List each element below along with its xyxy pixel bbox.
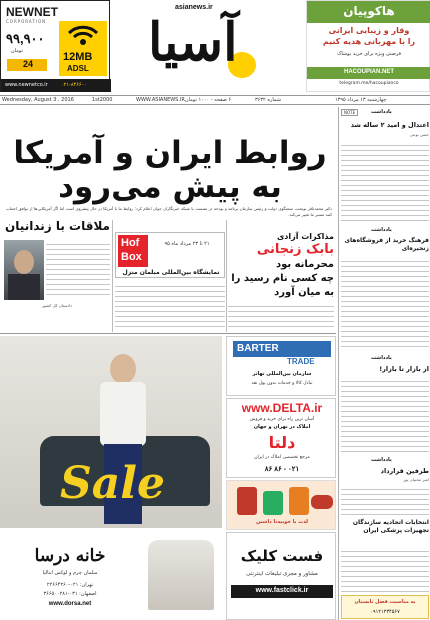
- hacoupian-ad[interactable]: [306, 0, 430, 92]
- newnet-price-unit: تومان: [11, 48, 23, 54]
- sidebar-item-title: از بازار تا بازار!: [379, 365, 429, 373]
- zanjani-subhead2: به میان آورد: [274, 287, 334, 298]
- hacoupian-brand: هاکوپیان: [343, 4, 395, 18]
- barter-ad[interactable]: [226, 336, 336, 396]
- khaneh-site[interactable]: www.dorsa.net: [48, 601, 92, 607]
- fastclick-ad[interactable]: [226, 532, 336, 620]
- barter-tag: سازمان بین‌المللی تهاتر: [252, 371, 312, 377]
- main-headline-line1[interactable]: روابط ایران و آمریکا: [13, 135, 327, 171]
- fastclick-title: فست کلیک: [240, 547, 324, 565]
- sidebar-item-title: طرفین قرارداد: [380, 467, 429, 475]
- fastclick-sub: مشاور و مجری تبلیغات اینترنتی: [246, 571, 318, 577]
- hofbox-dates: ۲۱ تا ۲۳ مرداد ماه ۹۵: [164, 241, 210, 247]
- hacoupian-site[interactable]: HACOUPIAN.NET: [343, 69, 394, 75]
- sidebar-item-title: انتخابات اتحادیه سازندگان تجهیزات پزشکی ایران: [352, 519, 429, 534]
- newnet-days: 24: [23, 59, 34, 69]
- sidebar-item-title: فرهنگ خرید از فروشگاه‌های زنجیره‌ای: [344, 237, 429, 252]
- prisoners-photo: [4, 240, 44, 300]
- sidebar-item-1[interactable]: [341, 109, 429, 224]
- sidebar-note-label: NOTE: [341, 109, 358, 116]
- delta-logo: دلتا: [268, 433, 296, 452]
- hofbox-ad[interactable]: [115, 232, 225, 278]
- prisoners-caption: دادستان کل کشور: [41, 303, 73, 308]
- newnet-ad[interactable]: [0, 0, 110, 92]
- newnet-speed-unit: ADSL: [67, 64, 89, 73]
- sidebar: [338, 107, 430, 620]
- khaneh-phone2: اصفهان: ۰۳۱-۳۶۶۵۰۰۲۸۱: [43, 591, 97, 597]
- food-product-3: [289, 487, 309, 515]
- fastclick-site[interactable]: www.fastclick.ir: [255, 587, 309, 594]
- price-line: ۶ صفحه - ۱۰۰۰ تومان: [185, 97, 232, 103]
- sidebar-label: یادداشت: [371, 227, 392, 233]
- newnet-url[interactable]: www.newnetco.ir: [5, 82, 48, 88]
- khaneh-ad[interactable]: [0, 530, 222, 620]
- hofbox-logo1: Hof: [121, 237, 140, 249]
- food-ad[interactable]: [226, 480, 336, 530]
- zanjani-headline: محرمانه بود: [275, 259, 334, 270]
- sale-word: Sale: [60, 458, 165, 509]
- barter-trade: TRADE: [287, 357, 315, 366]
- sidebar-item-author: حسن نوعی: [409, 132, 429, 137]
- food-product: [237, 487, 257, 515]
- website-en[interactable]: WWW.ASIANEWS.IR: [136, 97, 185, 103]
- masthead-logo: آسیا: [148, 12, 238, 73]
- newnet-brand: NEWNET: [6, 5, 58, 19]
- masthead-tagline[interactable]: asianews.ir: [175, 4, 213, 11]
- sidebar-item-5[interactable]: [341, 519, 429, 594]
- delta-sub: مرجع تخصصی املاک در ایران: [254, 455, 310, 460]
- hofbox-logo2: Box: [121, 251, 142, 263]
- zanjani-kicker: مذاکرات آزادی: [276, 232, 334, 241]
- zanjani-story[interactable]: [228, 232, 334, 332]
- sidebar-item-4[interactable]: [341, 457, 429, 517]
- zanjani-subhead1: چه کسی نام رسید را: [231, 273, 334, 284]
- sidebar-item-2[interactable]: [341, 227, 429, 352]
- date-en: Wednesday, August 3 , 2016: [2, 97, 74, 103]
- sidebar-label: یادداشت: [371, 109, 392, 115]
- bottom-right-box[interactable]: [341, 595, 429, 619]
- food-caption: لذت با خوبیه‌تا داشتن: [256, 519, 308, 525]
- hacoupian-headline2: را با مهربانی هدیه کنیم: [322, 37, 416, 46]
- bottom-right-phone: ۰۹۱۲۱۲۳۴۵۶۷: [370, 609, 400, 615]
- barter-brand: BARTER: [237, 343, 279, 354]
- hacoupian-social[interactable]: telegram.me/hacoupianco: [339, 81, 399, 86]
- model-head: [110, 354, 136, 384]
- newnet-price: ۹۹,۹۰۰: [6, 31, 45, 46]
- food-logo: [311, 495, 333, 509]
- prisoners-headline[interactable]: ملاقات با زندانیان: [5, 219, 110, 233]
- khaneh-sub: مبلمان چرم و لوکس ایتالیا: [42, 570, 98, 576]
- newnet-speed: 12MB: [63, 51, 93, 63]
- khaneh-phone1: تهران: ۰۲۱-۲۲۶۶۴۲۶۰: [46, 582, 94, 588]
- newnet-phone: ۰۲۱-۸۳۶۶۰۰: [61, 82, 87, 88]
- delta-line1: آسان ترین راه برای خرید و فروش: [249, 417, 315, 422]
- main-lead: دکتر محمدباقر نوبخت، سخنگوی دولت و رئیس سازمان برنامه و بودجه در نشست با شبکه خبرنگاران جوان اعلام کرد: روابط ما با آمریکا در حال پیشروی است اما اگر آمریکایی‌ها از توافق اجتناب کنند مسیر ما تغییر می‌کند.: [6, 206, 332, 217]
- sidebar-item-author: امیر محبیان پور: [403, 477, 429, 482]
- food-product-2: [263, 491, 283, 515]
- zanjani-headline-red: بابک زنجانی: [256, 242, 334, 257]
- khaneh-chair: [148, 540, 214, 610]
- date-fa: چهارشنبه ۱۳ مرداد ۱۳۹۵: [335, 97, 387, 103]
- hacoupian-headline1: وقار و زیبایی ایرانی: [328, 26, 410, 35]
- hacoupian-body: فرصتی ویژه برای خرید پوشاک: [336, 51, 402, 57]
- sidebar-label: یادداشت: [371, 457, 392, 463]
- delta-line2: املاک در تهران و جهان: [253, 424, 311, 430]
- hofbox-title: نمایشگاه بین‌المللی مبلمان منزل: [122, 269, 220, 276]
- barter-slogan: تبادل کالا و خدمات بدون پول نقد: [251, 381, 313, 386]
- issue-no-en: 1st2000: [92, 97, 113, 103]
- delta-ad[interactable]: [226, 398, 336, 478]
- bottom-right-text: به مناسبت فصل تابستان: [354, 599, 416, 605]
- sidebar-label: یادداشت: [371, 355, 392, 361]
- sidebar-item-3[interactable]: [341, 355, 429, 455]
- wifi-icon: [67, 23, 99, 49]
- delta-url[interactable]: www.DELTA.ir: [241, 401, 323, 415]
- main-headline-line2[interactable]: به پیش می‌رود: [58, 169, 282, 205]
- sidebar-item-title: اعتدال و امید ۲ ساله شد: [350, 121, 429, 129]
- newnet-sub: CORPORATION: [6, 19, 47, 24]
- issue-line: شماره ۳۶۳۲: [255, 97, 281, 103]
- delta-phone: ۸۶ ۸۶ - ۰۲۱: [264, 466, 300, 473]
- model-body: [100, 382, 146, 446]
- sale-ad[interactable]: [0, 336, 222, 528]
- khaneh-logo: خانه درسا: [34, 546, 106, 566]
